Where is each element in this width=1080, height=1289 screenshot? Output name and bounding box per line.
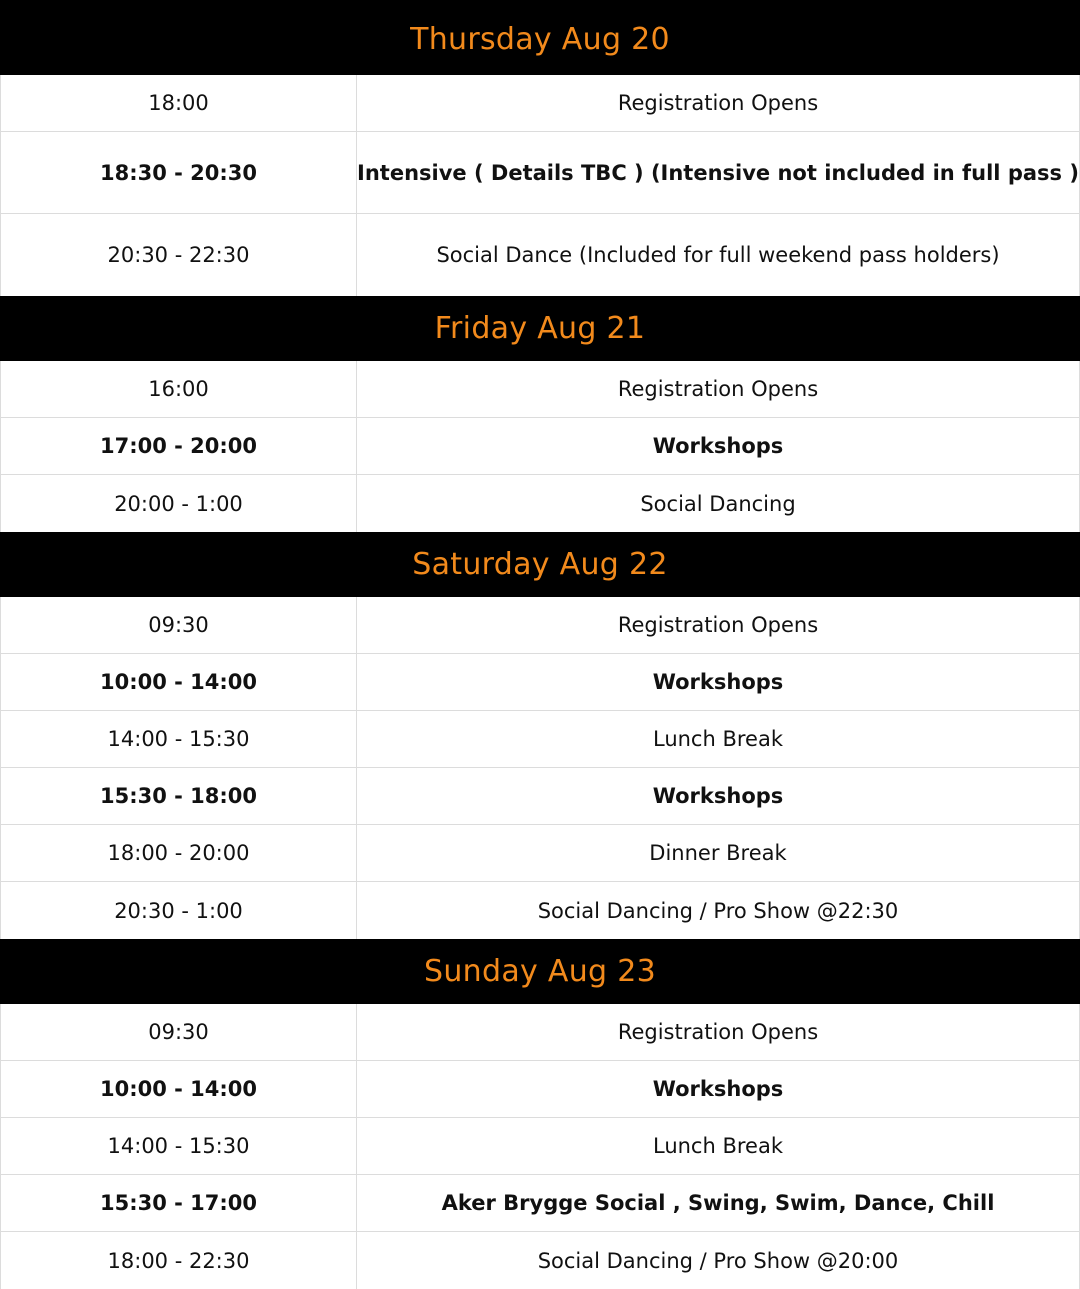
event-cell: Dinner Break xyxy=(649,841,787,865)
day-title: Thursday Aug 20 xyxy=(410,22,670,57)
event-cell: Registration Opens xyxy=(617,613,819,637)
table-row xyxy=(0,361,1080,418)
table-row xyxy=(0,214,1080,296)
time-cell: 18:00 - 20:00 xyxy=(1,825,357,881)
table-row xyxy=(0,475,1080,532)
time-cell: 09:30 xyxy=(1,1004,357,1060)
event-cell: Registration Opens xyxy=(617,1020,819,1044)
table-row xyxy=(0,1061,1080,1118)
time-cell: 10:00 - 14:00 xyxy=(1,654,357,710)
event-cell: Workshops xyxy=(652,670,784,694)
table-row xyxy=(0,418,1080,475)
time-cell: 20:30 - 22:30 xyxy=(1,214,357,296)
event-cell: Social Dance (Included for full weekend pass holders) xyxy=(436,243,1000,267)
time-cell: 18:00 xyxy=(1,75,357,131)
time-cell: 17:00 - 20:00 xyxy=(1,418,357,474)
table-row xyxy=(0,132,1080,214)
table-row xyxy=(0,1004,1080,1061)
table-row xyxy=(0,768,1080,825)
event-cell: Registration Opens xyxy=(617,377,819,401)
event-cell: Workshops xyxy=(652,1077,784,1101)
time-cell: 18:00 - 22:30 xyxy=(1,1232,357,1289)
time-cell: 10:00 - 14:00 xyxy=(1,1061,357,1117)
day-header-sunday xyxy=(0,939,1080,1004)
time-cell: 20:00 - 1:00 xyxy=(1,475,357,532)
table-row xyxy=(0,1118,1080,1175)
event-cell: Workshops xyxy=(652,784,784,808)
table-row xyxy=(0,75,1080,132)
time-cell: 15:30 - 18:00 xyxy=(1,768,357,824)
time-cell: 15:30 - 17:00 xyxy=(1,1175,357,1231)
time-cell: 14:00 - 15:30 xyxy=(1,711,357,767)
day-title: Saturday Aug 22 xyxy=(412,547,668,582)
event-cell: Lunch Break xyxy=(652,1134,783,1158)
table-row xyxy=(0,711,1080,768)
event-cell: Social Dancing xyxy=(640,491,796,516)
table-row xyxy=(0,825,1080,882)
time-cell: 16:00 xyxy=(1,361,357,417)
event-cell: Registration Opens xyxy=(617,91,819,115)
table-row xyxy=(0,654,1080,711)
day-header-thursday xyxy=(0,0,1080,75)
event-cell: Aker Brygge Social , Swing, Swim, Dance, Chill xyxy=(441,1191,995,1215)
event-cell: Lunch Break xyxy=(652,727,783,751)
event-cell: Intensive ( Details TBC ) (Intensive not included in full pass ) xyxy=(357,160,1079,185)
day-header-friday xyxy=(0,296,1080,361)
table-row xyxy=(0,1175,1080,1232)
time-cell: 20:30 - 1:00 xyxy=(1,882,357,939)
event-cell: Social Dancing / Pro Show @22:30 xyxy=(537,898,899,923)
table-row xyxy=(0,597,1080,654)
event-cell: Workshops xyxy=(652,434,784,458)
table-row xyxy=(0,882,1080,939)
table-row xyxy=(0,1232,1080,1289)
day-header-saturday xyxy=(0,532,1080,597)
time-cell: 14:00 - 15:30 xyxy=(1,1118,357,1174)
event-cell: Social Dancing / Pro Show @20:00 xyxy=(537,1248,899,1273)
time-cell: 09:30 xyxy=(1,597,357,653)
time-cell: 18:30 - 20:30 xyxy=(1,132,357,213)
day-title: Sunday Aug 23 xyxy=(424,954,656,989)
day-title: Friday Aug 21 xyxy=(434,311,646,346)
